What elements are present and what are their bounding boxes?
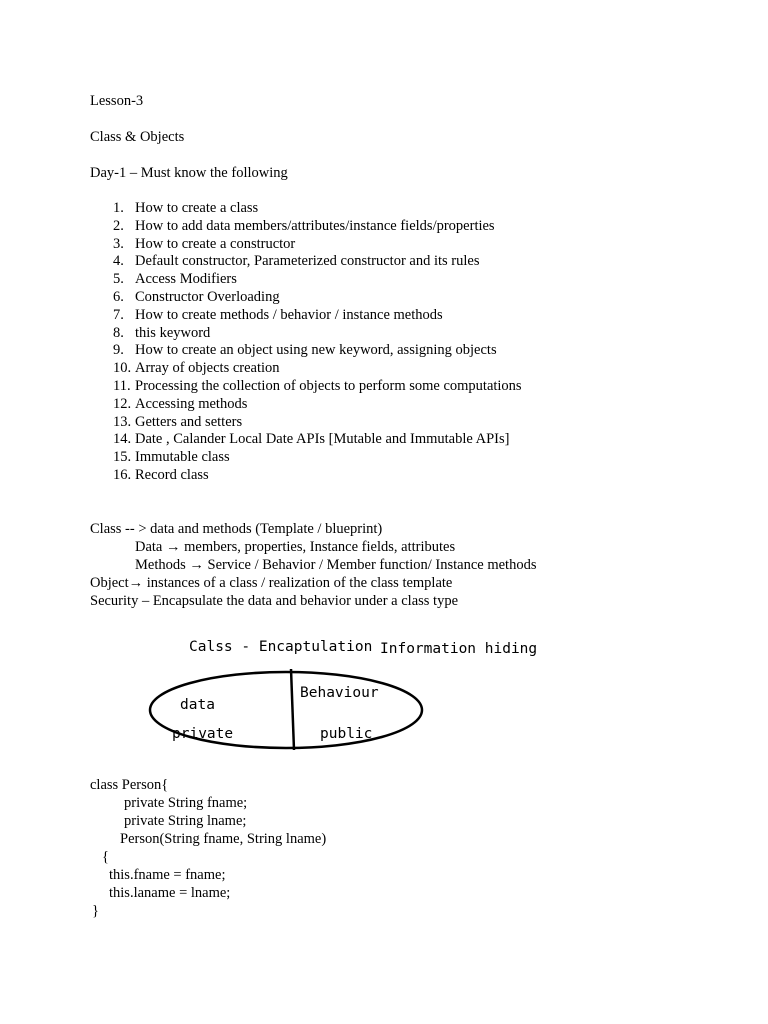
list-number: 16. — [113, 466, 132, 483]
list-number: 14. — [113, 431, 132, 448]
code-line: this.fname = fname; — [109, 867, 226, 883]
list-number: 9. — [113, 342, 124, 359]
list-number: 6. — [113, 288, 124, 305]
list-text: Access Modifiers — [135, 271, 237, 288]
list-text: Constructor Overloading — [135, 288, 280, 305]
code-line: { — [102, 849, 109, 865]
diagram-private-label: private — [172, 726, 234, 742]
list-text: Accessing methods — [135, 395, 248, 412]
code-line: } — [92, 903, 99, 919]
diagram-title: Calss - Encaptulation — [189, 639, 373, 655]
code-line: private String lname; — [124, 813, 247, 829]
code-line: private String fname; — [124, 795, 248, 811]
diagram-public-label: public — [320, 726, 373, 742]
list-text: How to create methods / behavior / instance methods — [135, 306, 443, 323]
list-number: 15. — [113, 449, 132, 466]
object-definition: Object→ instances of a class / realization of the class template — [90, 575, 453, 591]
list-number: 1. — [113, 200, 124, 216]
list-text: How to create an object using new keyword, assigning objects — [135, 342, 497, 359]
list-number: 11. — [113, 377, 131, 394]
list-text: How to create a class — [135, 200, 259, 216]
list-number: 2. — [113, 217, 124, 234]
day-heading: Day-1 – Must know the following — [90, 165, 288, 181]
code-line: class Person{ — [90, 777, 169, 793]
list-number: 8. — [113, 324, 124, 341]
list-text: How to create a constructor — [135, 235, 296, 252]
list-number: 3. — [113, 235, 124, 252]
lesson-title: Lesson-3 — [90, 93, 144, 109]
list-text: Immutable class — [135, 449, 230, 466]
security-definition: Security – Encapsulate the data and behavior under a class type — [90, 593, 459, 609]
code-line: this.laname = lname; — [109, 885, 231, 901]
ellipse-divider — [291, 669, 294, 750]
class-definition: Class -- > data and methods (Template / blueprint) — [90, 521, 383, 537]
list-number: 7. — [113, 306, 124, 323]
topic-heading: Class & Objects — [90, 129, 185, 145]
list-text: Processing the collection of objects to perform some computations — [135, 377, 522, 394]
diagram-subtitle: Information hiding — [380, 641, 538, 657]
diagram-behaviour-label: Behaviour — [300, 685, 379, 701]
list-text: Record class — [135, 466, 209, 483]
list-number: 12. — [113, 395, 132, 412]
list-number: 13. — [113, 413, 132, 430]
methods-definition: Methods → Service / Behavior / Member function/ Instance methods — [135, 557, 537, 573]
list-text: Getters and setters — [135, 413, 243, 430]
code-line: Person(String fname, String lname) — [120, 831, 327, 847]
data-definition: Data → members, properties, Instance fields, attributes — [135, 539, 456, 555]
list-text: this keyword — [135, 324, 211, 341]
list-text: How to add data members/attributes/instance fields/properties — [135, 217, 495, 234]
list-number: 4. — [113, 253, 124, 270]
diagram-data-label: data — [180, 697, 215, 713]
list-text: Date , Calander Local Date APIs [Mutable and Immutable APIs] — [135, 431, 510, 448]
list-number: 10. — [113, 360, 132, 377]
list-number: 5. — [113, 271, 124, 288]
list-text: Default constructor, Parameterized constructor and its rules — [135, 253, 480, 270]
list-text: Array of objects creation — [135, 360, 280, 377]
